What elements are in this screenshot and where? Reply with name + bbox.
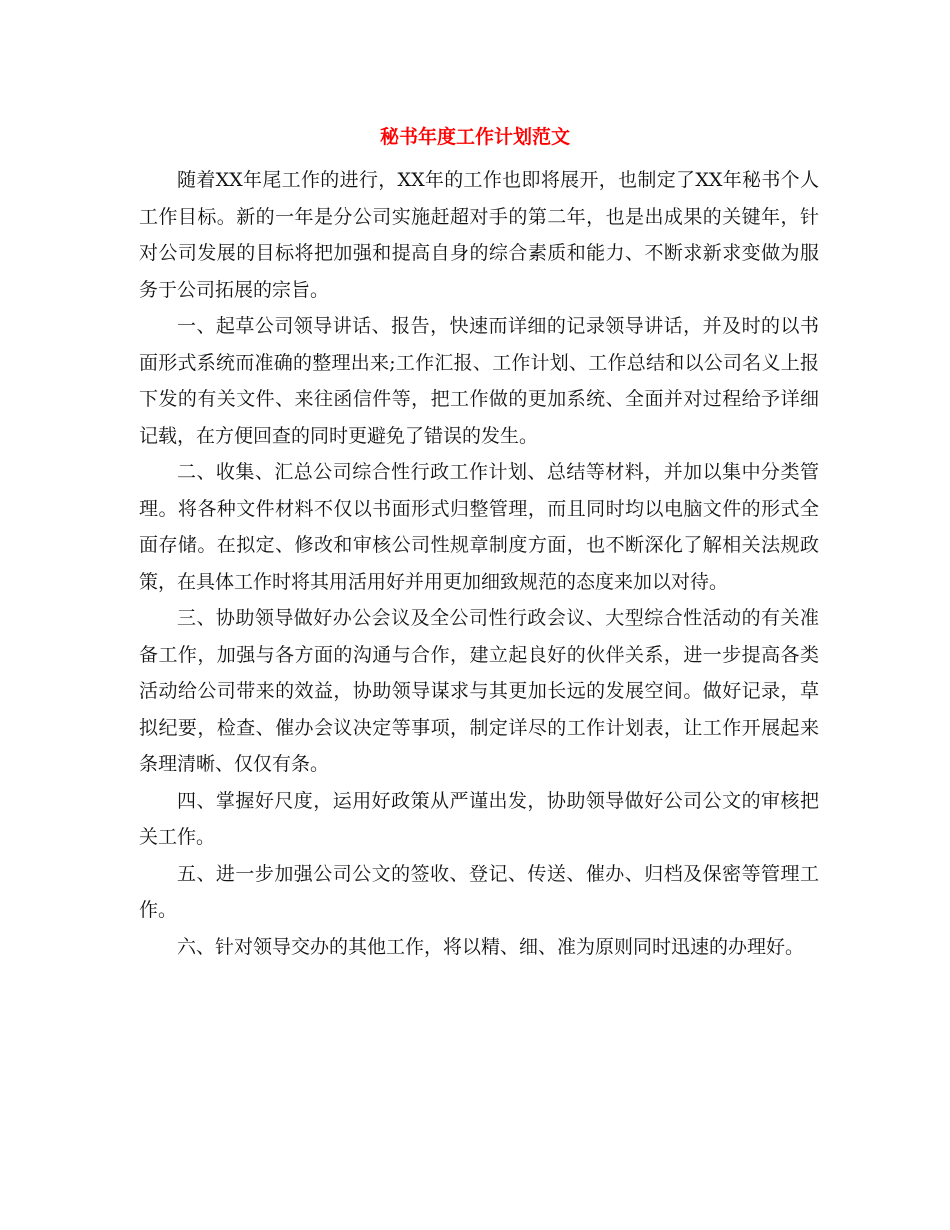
- paragraph-item-3: 三、协助领导做好办公会议及全公司性行政会议、大型综合性活动的有关准备工作，加强与各方面的沟通与合作，建立起良好的伙伴关系，进一步提高各类活动给公司带来的效益，协助领导谋求与其更加长远的发展空间。做好记录，草拟纪要，检查、催办会议决定等事项，制定详尽的工作计划表，让工作开展起来条理清晰、仅仅有条。: [139, 607, 819, 775]
- paragraph-item-1: 一、起草公司领导讲话、报告，快速而详细的记录领导讲话，并及时的以书面形式系统而准确的整理出来;工作汇报、工作计划、工作总结和以公司名义上报下发的有关文件、来往函信件等，把工作做的更加系统、全面并对过程给予详细记载，在方便回查的同时更避免了错误的发生。: [139, 315, 819, 447]
- paragraph-item-4: 四、掌握好尺度，运用好政策从严谨出发，协助领导做好公司公文的审核把关工作。: [139, 789, 819, 848]
- document-body: [139, 162, 819, 965]
- paragraph-item-6: 六、针对领导交办的其他工作，将以精、细、准为原则同时迅速的办理好。: [177, 935, 805, 958]
- paragraph-item-5: 五、进一步加强公司公文的签收、登记、传送、催办、归档及保密等管理工作。: [139, 862, 819, 921]
- paragraph-item-2: 二、收集、汇总公司综合性行政工作计划、总结等材料，并加以集中分类管理。将各种文件材料不仅以书面形式归整管理，而且同时均以电脑文件的形式全面存储。在拟定、修改和审核公司性规章制度方面，也不断深化了解相关法规政策，在具体工作时将其用活用好并用更加细致规范的态度来加以对待。: [139, 461, 819, 593]
- paragraph-intro: 随着XX年尾工作的进行，XX年的工作也即将展开，也制定了XX年秘书个人工作目标。新的一年是分公司实施赶超对手的第二年，也是出成果的关键年，针对公司发展的目标将把加强和提高自身的综合素质和能力、不断求新求变做为服务于公司拓展的宗旨。: [139, 169, 819, 301]
- document-title: 秘书年度工作计划范文: [379, 126, 570, 148]
